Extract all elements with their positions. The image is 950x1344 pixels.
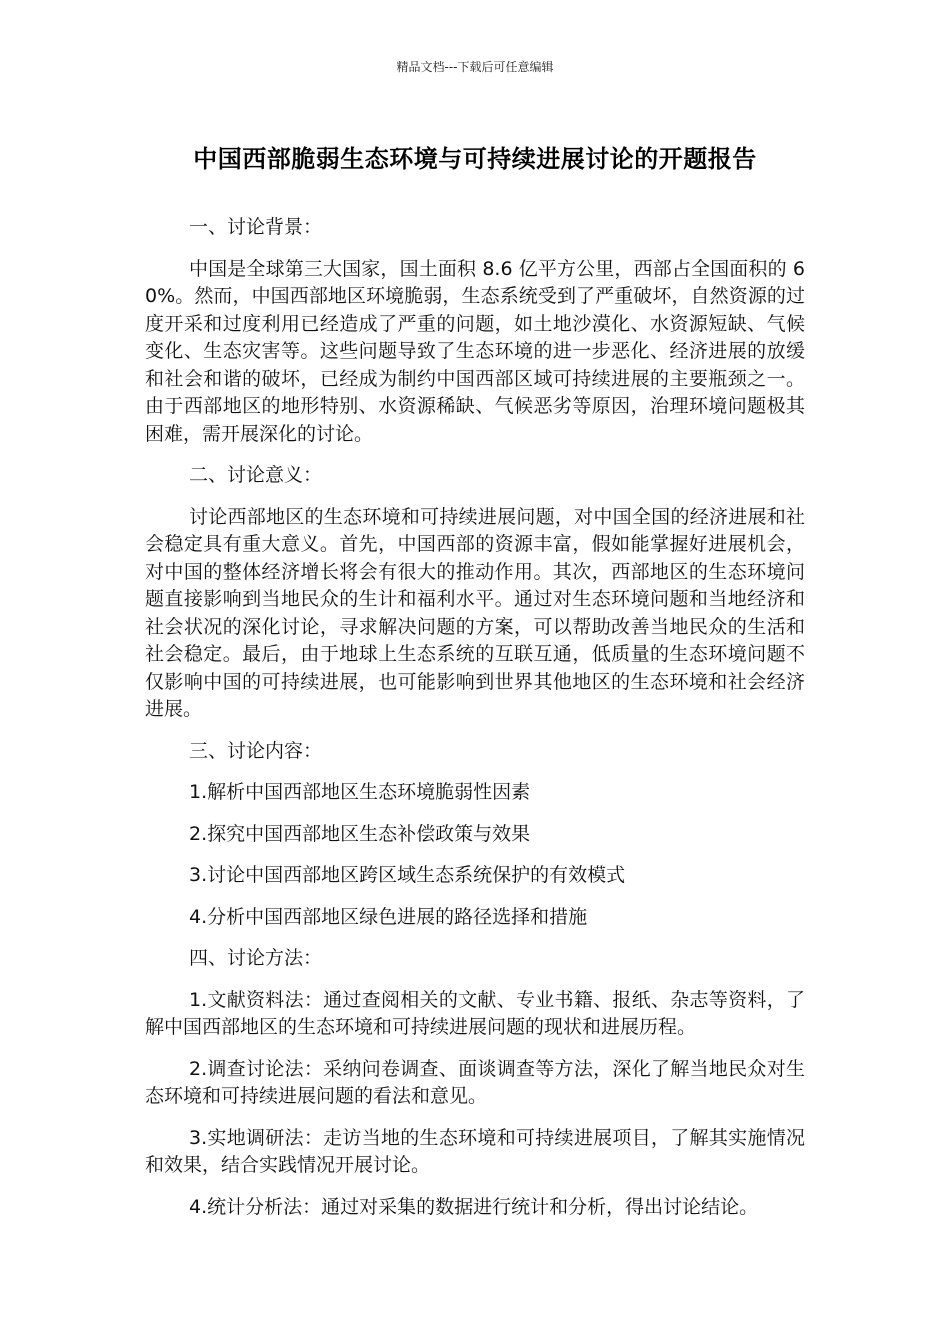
method-item: 2.调查讨论法：采纳问卷调查、面谈调查等方法，深化了解当地民众对生态环境和可持续进展问题的看法和意见。 [145,1057,805,1107]
content-item: 3.讨论中国西部地区跨区域生态系统保护的有效模式 [189,864,626,886]
header-note: 精品文档---下载后可任意编辑 [396,60,554,74]
section-heading-methods: 四、讨论方法： [189,947,323,969]
method-item: 4.统计分析法：通过对采集的数据进行统计和分析，得出讨论结论。 [189,1195,759,1218]
paragraph-significance: 讨论西部地区的生态环境和可持续进展问题，对中国全国的经济进展和社会稳定具有重大意义。首先，中国西部的资源丰富，假如能掌握好进展机会，对中国的整体经济增长将会有很大的推动作用。其次，西部地区的生态环境问题直接影响到当地民众的生计和福利水平。通过对生态环境问题和当地经济和社会状况的深化讨论，寻求解决问题的方案，可以帮助改善当地民众的生活和社会稳定。最后，由于地球上生态系统的互联互通，低质量的生态环境问题不仅影响中国的可持续进展，也可能影响到世界其他地区的生态环境和社会经济进展。 [145,505,805,720]
section-heading-content: 三、讨论内容： [189,739,323,762]
section-heading-background: 一、讨论背景： [189,216,323,238]
content-item: 2.探究中国西部地区生态补偿政策与效果 [189,822,531,845]
document-body [145,214,805,1235]
method-item: 3.实地调研法：走访当地的生态环境和可持续进展项目，了解其实施情况和效果，结合实践情况开展讨论。 [145,1126,805,1176]
section-heading-significance: 二、讨论意义： [189,464,323,486]
method-item: 1.文献资料法：通过查阅相关的文献、专业书籍、报纸、杂志等资料，了解中国西部地区的生态环境和可持续进展问题的现状和进展历程。 [145,988,805,1038]
paragraph-background: 中国是全球第三大国家，国土面积 8.6 亿平方公里，西部占全国面积的 60%。然而，中国西部地区环境脆弱，生态系统受到了严重破坏，自然资源的过度开采和过度利用已经造成了严重的问题，如土地沙漠化、水资源短缺、气候变化、生态灾害等。这些问题导致了生态环境的进一步恶化、经济进展的放缓和社会和谐的破坏，已经成为制约中国西部区域可持续进展的主要瓶颈之一。由于西部地区的地形特别、水资源稀缺、气候恶劣等原因，治理环境问题极其困难，需开展深化的讨论。 [145,257,805,445]
document-title: 中国西部脆弱生态环境与可持续进展讨论的开题报告 [193,145,757,173]
content-item: 1.解析中国西部地区生态环境脆弱性因素 [189,781,531,803]
content-item: 4.分析中国西部地区绿色进展的路径选择和措施 [189,905,588,928]
